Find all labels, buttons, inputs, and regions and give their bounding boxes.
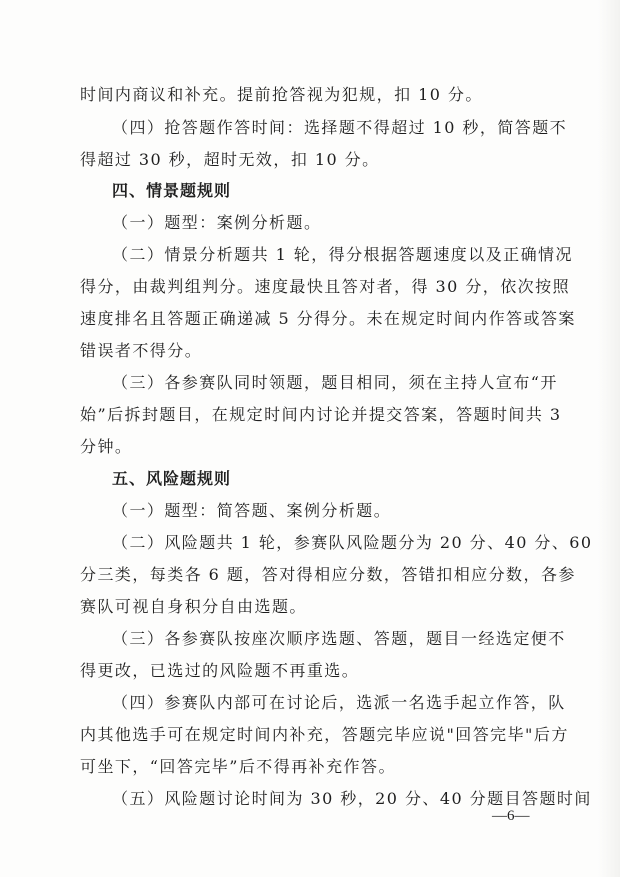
- body-line-11: 始”后拆封题目，在规定时间内讨论并提交答案，答题时间共 3: [80, 405, 562, 424]
- body-line-23: （五）风险题讨论时间为 30 秒，20 分、40 分题目答题时间: [112, 789, 592, 808]
- body-line-5: （一）题型：案例分析题。: [112, 213, 322, 232]
- body-line-9: 错误者不得分。: [80, 341, 203, 360]
- body-line-18: （三）各参赛队按座次顺序选题、答题，题目一经选定便不: [112, 629, 566, 648]
- body-line-22: 可坐下，“回答完毕”后不得再补充作答。: [80, 757, 396, 776]
- body-line-8: 速度排名且答题正确递减 5 分得分。未在规定时间内作答或答案: [80, 309, 576, 328]
- body-line-7: 得分，由裁判组判分。速度最快且答对者，得 30 分，依次按照: [80, 277, 571, 296]
- scan-edge-shading: [598, 0, 620, 877]
- body-line-14: （一）题型：简答题、案例分析题。: [112, 501, 392, 520]
- body-line-2: （四）抢答题作答时间：选择题不得超过 10 秒，简答题不: [112, 118, 568, 137]
- body-line-15: （二）风险题共 1 轮，参赛队风险题分为 20 分、40 分、60: [112, 533, 593, 552]
- body-line-20: （四）参赛队内部可在讨论后，选派一名选手起立作答，队: [112, 693, 566, 712]
- body-line-1: 时间内商议和补充。提前抢答视为犯规，扣 10 分。: [80, 85, 483, 104]
- body-line-19: 得更改，已选过的风险题不再重选。: [80, 661, 360, 680]
- body-line-3: 得超过 30 秒，超时无效，扣 10 分。: [80, 150, 380, 169]
- section-heading-5: 五、风险题规则: [112, 469, 232, 488]
- body-line-16: 分三类，每类各 6 题，答对得相应分数，答错扣相应分数，各参: [80, 565, 576, 584]
- body-line-10: （三）各参赛队同时领题，题目相同，须在主持人宣布“开: [112, 373, 558, 392]
- body-line-21: 内其他选手可在规定时间内补充，答题完毕应说"回答完毕"后方: [80, 725, 569, 744]
- page-number: —6—: [492, 808, 530, 824]
- body-line-17: 赛队可视自身积分自由选题。: [80, 597, 307, 616]
- body-line-12: 分钟。: [80, 437, 133, 456]
- body-line-6: （二）情景分析题共 1 轮，得分根据答题速度以及正确情况: [112, 245, 573, 264]
- section-heading-4: 四、情景题规则: [112, 181, 232, 200]
